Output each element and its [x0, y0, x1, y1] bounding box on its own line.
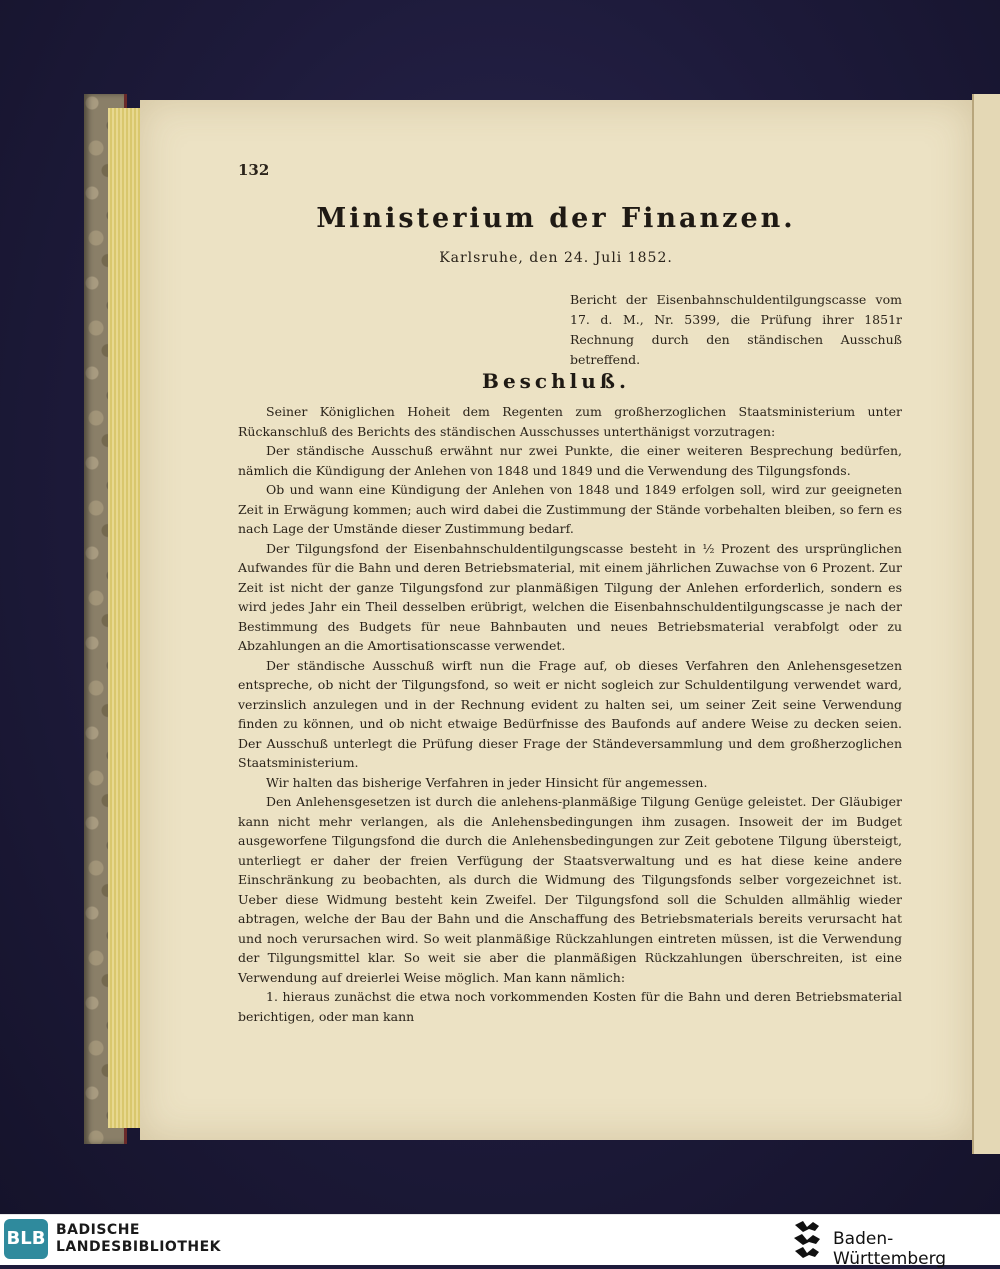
paragraph: Seiner Königlichen Hoheit dem Regenten zum großherzoglichen Staatsministerium unter Rückanschluß des Berichts des ständischen Ausschusses unterthänigst vorzutragen: — [238, 404, 902, 439]
library-name-line1: BADISCHE — [56, 1222, 140, 1238]
coat-of-arms-icon — [791, 1219, 823, 1259]
library-name-line2: LANDESBIBLIOTHEK — [56, 1239, 222, 1255]
paragraph: Ob und wann eine Kündigung der Anlehen von 1848 und 1849 erfolgen soll, wird zur geeigneten Zeit in Erwägung kommen; auch wird dabei die Zustimmung der Stände vorbehalten bleiben, so fern es nach Lage der Umstände dieser Zustimmung bedarf. — [238, 482, 902, 536]
facing-page-edge — [972, 94, 1000, 1154]
paragraph: Den Anlehensgesetzen ist durch die anlehens-planmäßige Tilgung Genüge geleistet. Der Gläubiger kann nicht mehr verlangen, als die Anlehensbedingungen ihm zusagen. Insoweit der im Budget ausgeworfene Tilgungsfond die durch die Anlehensbedingungen zur Zeit gebotene Tilgung übersteigt, unterliegt er daher der freien Verfügung der Staatsverwaltung und es hat diese keine andere Einschränkung zu beobachten, als durch die Widmung des Tilgungsfonds selber vorgezeichnet ist. Ueber diese Widmung besteht kein Zweifel. Der Tilgungsfond soll die Schulden allmählig wieder abtragen, welche der Bau der Bahn und die Anschaffung des Betriebsmaterials bereits verursacht hat und noch verursachen wird. So weit planmäßige Rückzahlungen eintreten müssen, ist die Verwendung der Tilgungsmittel klar. So weit sie aber die planmäßigen Rückzahlungen überschreiten, ist eine Verwendung auf dreierlei Weise möglich. Man kann nämlich: — [238, 794, 902, 985]
paragraph: Der ständische Ausschuß wirft nun die Frage auf, ob dieses Verfahren den Anlehensgesetzen entspreche, ob nicht der Tilgungsfond, so weit er nicht sogleich zur Schuldentilgung verwendet ward, verzinslich anzulegen und in der Rechnung evident zu halten sei, um seiner Zeit seine Verwendung finden zu können, und ob nicht etwaige Bedürfnisse des Baufonds auf andere Weise zu decken seien. Der Ausschuß unterlegt die Prüfung dieser Frage der Ständeversammlung und dem großherzoglichen Staatsministerium. — [238, 657, 902, 770]
blb-logo[interactable]: BLB — [4, 1219, 48, 1259]
document-summary: Bericht der Eisenbahnschuldentilgungscasse vom 17. d. M., Nr. 5399, die Prüfung ihrer 1851r Rechnung durch den ständischen Ausschuß betreffend. — [570, 292, 902, 367]
list-item: 1. hieraus zunächst die etwa noch vorkommenden Kosten für die Bahn und deren Betriebsmaterial berichtigen, oder man kann — [238, 989, 902, 1024]
paragraph: Der Tilgungsfond der Eisenbahnschuldentilgungscasse besteht in ½ Prozent des ursprünglichen Aufwandes für die Bahn und deren Betriebsmaterial, mit einem jährlichen Zuwachse von 6 Prozent. Zur Zeit ist nicht der ganze Tilgungsfond zur planmäßigen Tilgung der Anlehen erforderlich, sondern es wird jedes Jahr ein Theil desselben erübrigt, welchen die Eisenbahnschuldentilgungscasse je nach der Bestimmung des Budgets für neue Bahnbauten und neues Betriebsmaterial verabfolgt oder zu Abzahlungen an die Amortisationscasse verwendet. — [238, 540, 902, 653]
paragraph: Wir halten das bisherige Verfahren in jeder Hinsicht für angemessen. — [266, 774, 708, 790]
place-date: Karlsruhe, den 24. Juli 1852. — [439, 250, 673, 266]
page-title: Ministerium der Finanzen. — [316, 203, 796, 234]
library-name[interactable] — [56, 1222, 221, 1256]
page-number: 132 — [238, 161, 270, 179]
state-label[interactable]: Baden-Württemberg — [833, 1229, 947, 1269]
paragraph: Der ständische Ausschuß erwähnt nur zwei Punkte, die einer weiteren Besprechung bedürfen, nämlich die Kündigung der Anlehen von 1848 und 1849 und die Verwendung des Tilgungsfonds. — [238, 443, 902, 478]
document-body — [238, 402, 902, 1026]
section-heading: Beschluß. — [482, 369, 630, 393]
